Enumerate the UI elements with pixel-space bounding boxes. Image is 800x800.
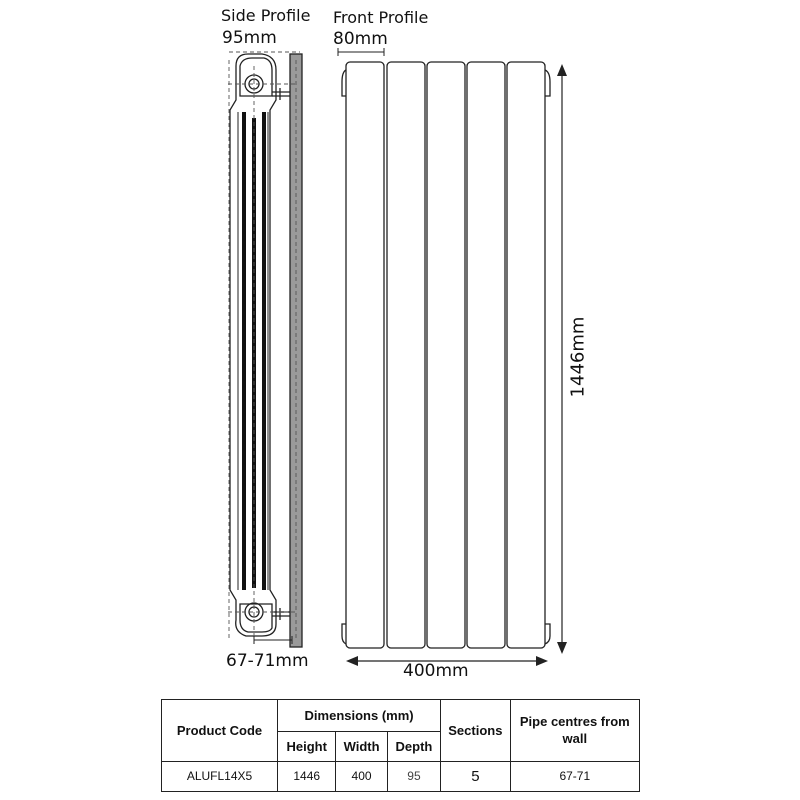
pipe-centre-dimension: [254, 636, 292, 644]
header-product-code: Product Code: [162, 700, 278, 762]
height-dimension: [557, 64, 567, 654]
header-width: Width: [336, 732, 387, 761]
right-end-cap: [545, 70, 550, 96]
channel-1: [242, 112, 246, 590]
bottom-bracket: [272, 608, 290, 620]
bottom-header: [240, 604, 272, 632]
cell-sections: 5: [441, 761, 510, 791]
section-width-label: 80mm: [333, 29, 388, 49]
top-header: [240, 58, 272, 96]
section-3: [427, 62, 465, 648]
top-bracket: [272, 88, 290, 100]
cell-height: 1446: [278, 761, 336, 791]
section-width-dimension: [338, 48, 384, 56]
cell-depth: 95: [387, 761, 440, 791]
side-channels: [242, 112, 266, 590]
spec-table: [161, 699, 640, 792]
section-4: [467, 62, 505, 648]
height-label: 1446mm: [567, 316, 589, 398]
side-depth-label: 95mm: [222, 28, 277, 48]
header-pipe-centres: Pipe centres from wall: [510, 700, 639, 762]
front-profile-title: Front Profile: [333, 8, 429, 27]
section-2: [387, 62, 425, 648]
front-profile-drawing: [342, 62, 550, 648]
side-profile-title: Side Profile: [221, 6, 311, 25]
right-end-cap-bottom: [545, 624, 550, 644]
cell-product-code: ALUFL14X5: [162, 761, 278, 791]
section-5: [507, 62, 545, 648]
header-sections: Sections: [441, 700, 510, 762]
channel-3: [262, 112, 266, 590]
width-label: 400mm: [403, 661, 469, 681]
section-1: [346, 62, 384, 648]
cell-width: 400: [336, 761, 387, 791]
pipe-centres-label: 67-71mm: [226, 651, 309, 671]
cell-pipe-centres: 67-71: [510, 761, 639, 791]
header-height: Height: [278, 732, 336, 761]
header-depth: Depth: [387, 732, 440, 761]
header-dimensions: Dimensions (mm): [278, 700, 441, 732]
